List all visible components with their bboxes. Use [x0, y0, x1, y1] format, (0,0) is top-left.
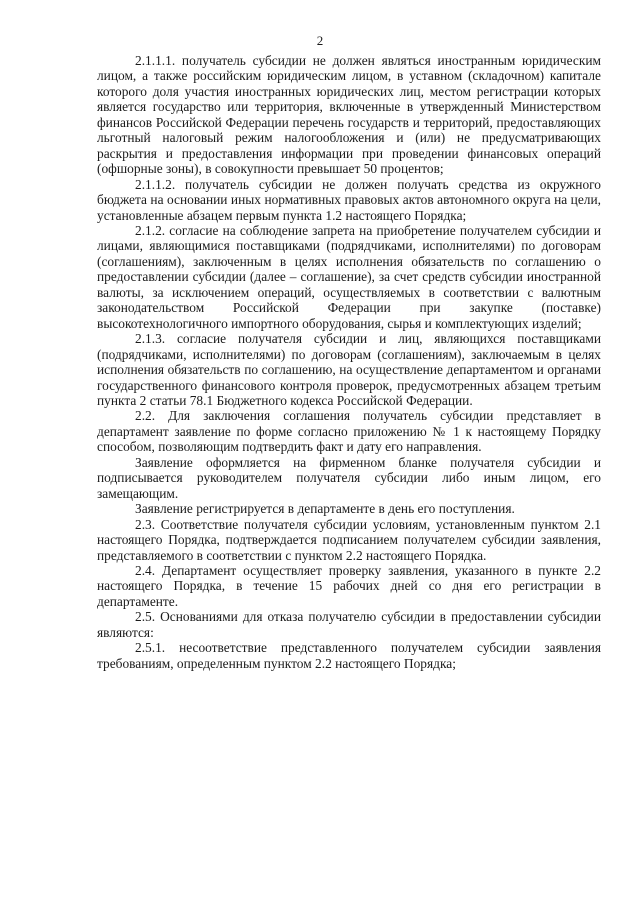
paragraph-application-registration: Заявление регистрируется в департаменте в день его поступления.: [135, 501, 515, 517]
paragraph-application-form: Заявление оформляется на фирменном бланке получателя субсидии и подписывается руководителем получателя субсидии либо иным лицом, его замещающим.: [97, 454, 601, 501]
paragraph-2-5: 2.5. Основаниями для отказа получателю субсидии в предоставлении субсидии являются:: [97, 609, 601, 640]
paragraph-2-3: 2.3. Соответствие получателя субсидии условиям, установленным пунктом 2.1 настоящего Порядка, подтверждается подписанием получателем субсидии заявления, представляемого в соответствии с пунктом 2.2 настоящего Порядка.: [97, 516, 601, 563]
paragraph-2-5-1: 2.5.1. несоответствие представленного получателем субсидии заявления требованиям, определенным пунктом 2.2 настоящего Порядка;: [97, 640, 601, 671]
document-body: [97, 53, 601, 671]
paragraph-2-1-1-1: 2.1.1.1. получатель субсидии не должен являться иностранным юридическим лицом, а также российским юридическим лицом, в уставном (складочном) капитале которого доля участия иностранных юридических лиц, местом регистрации которых является государство или территория, включенные в утвержденный Министерством финансов Российской Федерации перечень государств и территорий, предоставляющих льготный налоговый режим налогообложения и (или) не предусматривающих раскрытия и предоставления информации при проведении финансовых операций (офшорные зоны), в совокупности превышает 50 процентов;: [97, 53, 601, 177]
paragraph-2-1-3: 2.1.3. согласие получателя субсидии и лиц, являющихся поставщиками (подрядчиками, исполнителями) по договорам (соглашениям), заключаемым в целях исполнения обязательств по соглашению, на осуществление департаментом и органами государственного финансового контроля проверок, предусмотренных абзацем третьим пункта 2 статьи 78.1 Бюджетного кодекса Российской Федерации.: [97, 331, 601, 408]
paragraph-2-1-1-2: 2.1.1.2. получатель субсидии не должен получать средства из окружного бюджета на основании иных нормативных правовых актов автономного округа на цели, установленные абзацем первым пункта 1.2 настоящего Порядка;: [97, 176, 601, 223]
paragraph-2-1-2: 2.1.2. согласие на соблюдение запрета на приобретение получателем субсидии и лицами, являющимися поставщиками (подрядчиками, исполнителями) по договорам (соглашениям), заключенным в целях исполнения обязательств по соглашению о предоставлении субсидии (далее – соглашение), за счет средств субсидии иностранной валюты, за исключением операций, осуществляемых в соответствии с валютным законодательством Российской Федерации при закупке (поставке) высокотехнологичного импортного оборудования, сырья и комплектующих изделий;: [97, 222, 601, 331]
paragraph-2-4: 2.4. Департамент осуществляет проверку заявления, указанного в пункте 2.2 настоящего Порядка, в течение 15 рабочих дней со дня его регистрации в департаменте.: [97, 562, 601, 609]
page-number: 2: [316, 33, 324, 48]
paragraph-2-2: 2.2. Для заключения соглашения получатель субсидии представляет в департамент заявление по форме согласно приложению № 1 к настоящему Порядку способом, позволяющим подтвердить факт и дату его направления.: [97, 408, 601, 455]
